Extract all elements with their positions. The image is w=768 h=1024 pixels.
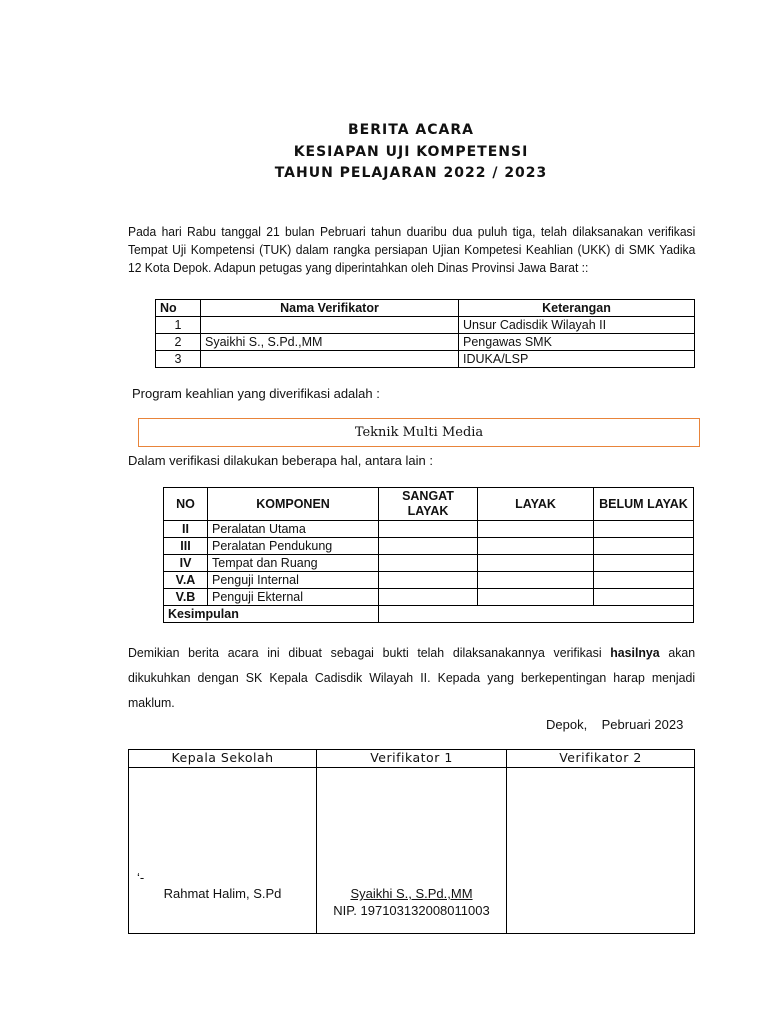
summary-label: Kesimpulan bbox=[164, 606, 379, 623]
row-note: Unsur Cadisdik Wilayah II bbox=[459, 317, 695, 334]
closing-paragraph bbox=[128, 640, 695, 715]
cell-good bbox=[478, 572, 594, 589]
sig-mark: ‘- bbox=[137, 870, 145, 885]
cell-very-good bbox=[379, 538, 478, 555]
table-header-row bbox=[156, 300, 695, 317]
row-no: IV bbox=[164, 555, 208, 572]
summary-row bbox=[164, 606, 694, 623]
row-no: II bbox=[164, 521, 208, 538]
table-row bbox=[164, 555, 694, 572]
verifier-1-name: Syaikhi S., S.Pd.,MM bbox=[350, 886, 473, 901]
col-note: Keterangan bbox=[459, 300, 695, 317]
row-component: Penguji Ekternal bbox=[208, 589, 379, 606]
col-component: KOMPONEN bbox=[208, 488, 379, 521]
row-component: Peralatan Pendukung bbox=[208, 538, 379, 555]
col-no: No bbox=[156, 300, 201, 317]
row-no: V.A bbox=[164, 572, 208, 589]
doc-year: TAHUN PELAJARAN 2022 / 2023 bbox=[274, 165, 548, 181]
row-component: Penguji Internal bbox=[208, 572, 379, 589]
table-header-row bbox=[164, 488, 694, 521]
doc-subtitle: KESIAPAN UJI KOMPETENSI bbox=[293, 144, 529, 160]
row-no: III bbox=[164, 538, 208, 555]
verifier-table bbox=[155, 299, 695, 368]
signature-table bbox=[128, 749, 695, 934]
cell-good bbox=[478, 589, 594, 606]
row-note: Pengawas SMK bbox=[459, 334, 695, 351]
sig-verifier-1-cell bbox=[317, 768, 507, 934]
row-name bbox=[201, 317, 459, 334]
sig-header-verifier-1: Verifikator 1 bbox=[317, 750, 507, 768]
cell-very-good bbox=[379, 521, 478, 538]
cell-not-good bbox=[594, 521, 694, 538]
cell-not-good bbox=[594, 555, 694, 572]
table-row bbox=[156, 317, 695, 334]
closing-text-1: Demikian berita acara ini dibuat sebagai bukti telah dilaksanakannya verifikasi bbox=[128, 645, 611, 660]
sig-principal-cell bbox=[129, 768, 317, 934]
table-row bbox=[164, 521, 694, 538]
program-label: Program keahlian yang diverifikasi adalah : bbox=[132, 386, 380, 401]
principal-name: Rahmat Halim, S.Pd bbox=[163, 886, 282, 901]
sig-verifier-2-cell bbox=[507, 768, 695, 934]
signature-header-row bbox=[129, 750, 695, 768]
doc-title: BERITA ACARA bbox=[348, 122, 474, 138]
row-name bbox=[201, 351, 459, 368]
cell-good bbox=[478, 521, 594, 538]
table-row bbox=[164, 538, 694, 555]
sig-header-principal: Kepala Sekolah bbox=[129, 750, 317, 768]
closing-text-2: akan dikukuhkan dengan SK Kepala Cadisdik Wilayah II. Kepada yang berkepentingan harap menjadi maklum. bbox=[128, 645, 696, 710]
col-no: NO bbox=[164, 488, 208, 521]
row-name: Syaikhi S., S.Pd.,MM bbox=[201, 334, 459, 351]
cell-good bbox=[478, 555, 594, 572]
closing-bold: hasilnya bbox=[610, 645, 660, 660]
verifier-1-nip: NIP. 197103132008011003 bbox=[333, 903, 490, 918]
place-date: Depok, Pebruari 2023 bbox=[546, 717, 684, 732]
col-not-good: BELUM LAYAK bbox=[594, 488, 694, 521]
table-row bbox=[164, 589, 694, 606]
program-value: Teknik Multi Media bbox=[354, 425, 484, 440]
row-component: Peralatan Utama bbox=[208, 521, 379, 538]
program-box bbox=[138, 418, 700, 447]
cell-good bbox=[478, 538, 594, 555]
row-no: 2 bbox=[156, 334, 201, 351]
row-note: IDUKA/LSP bbox=[459, 351, 695, 368]
verification-label: Dalam verifikasi dilakukan beberapa hal, antara lain : bbox=[128, 453, 433, 468]
col-good: LAYAK bbox=[478, 488, 594, 521]
cell-not-good bbox=[594, 589, 694, 606]
summary-value bbox=[379, 606, 694, 623]
table-row bbox=[156, 351, 695, 368]
signature-body-row bbox=[129, 768, 695, 934]
intro-paragraph: Pada hari Rabu tanggal 21 bulan Pebruari tahun duaribu dua puluh tiga, telah dilaksanakan verifikasi Tempat Uji Kompetensi (TUK) dalam rangka persiapan Ujian Kompetesi Keahlian (UKK) di SMK Yadika 12 Kota Depok. Adapun petugas yang diperintahkan oleh Dinas Provinsi Jawa Barat :: bbox=[128, 224, 696, 275]
col-very-good: SANGAT LAYAK bbox=[379, 488, 478, 521]
cell-very-good bbox=[379, 572, 478, 589]
col-name: Nama Verifikator bbox=[201, 300, 459, 317]
row-no: 3 bbox=[156, 351, 201, 368]
component-table bbox=[163, 487, 694, 623]
cell-not-good bbox=[594, 572, 694, 589]
row-no: V.B bbox=[164, 589, 208, 606]
cell-very-good bbox=[379, 555, 478, 572]
table-row bbox=[164, 572, 694, 589]
cell-not-good bbox=[594, 538, 694, 555]
cell-very-good bbox=[379, 589, 478, 606]
table-row bbox=[156, 334, 695, 351]
row-component: Tempat dan Ruang bbox=[208, 555, 379, 572]
row-no: 1 bbox=[156, 317, 201, 334]
sig-header-verifier-2: Verifikator 2 bbox=[507, 750, 695, 768]
